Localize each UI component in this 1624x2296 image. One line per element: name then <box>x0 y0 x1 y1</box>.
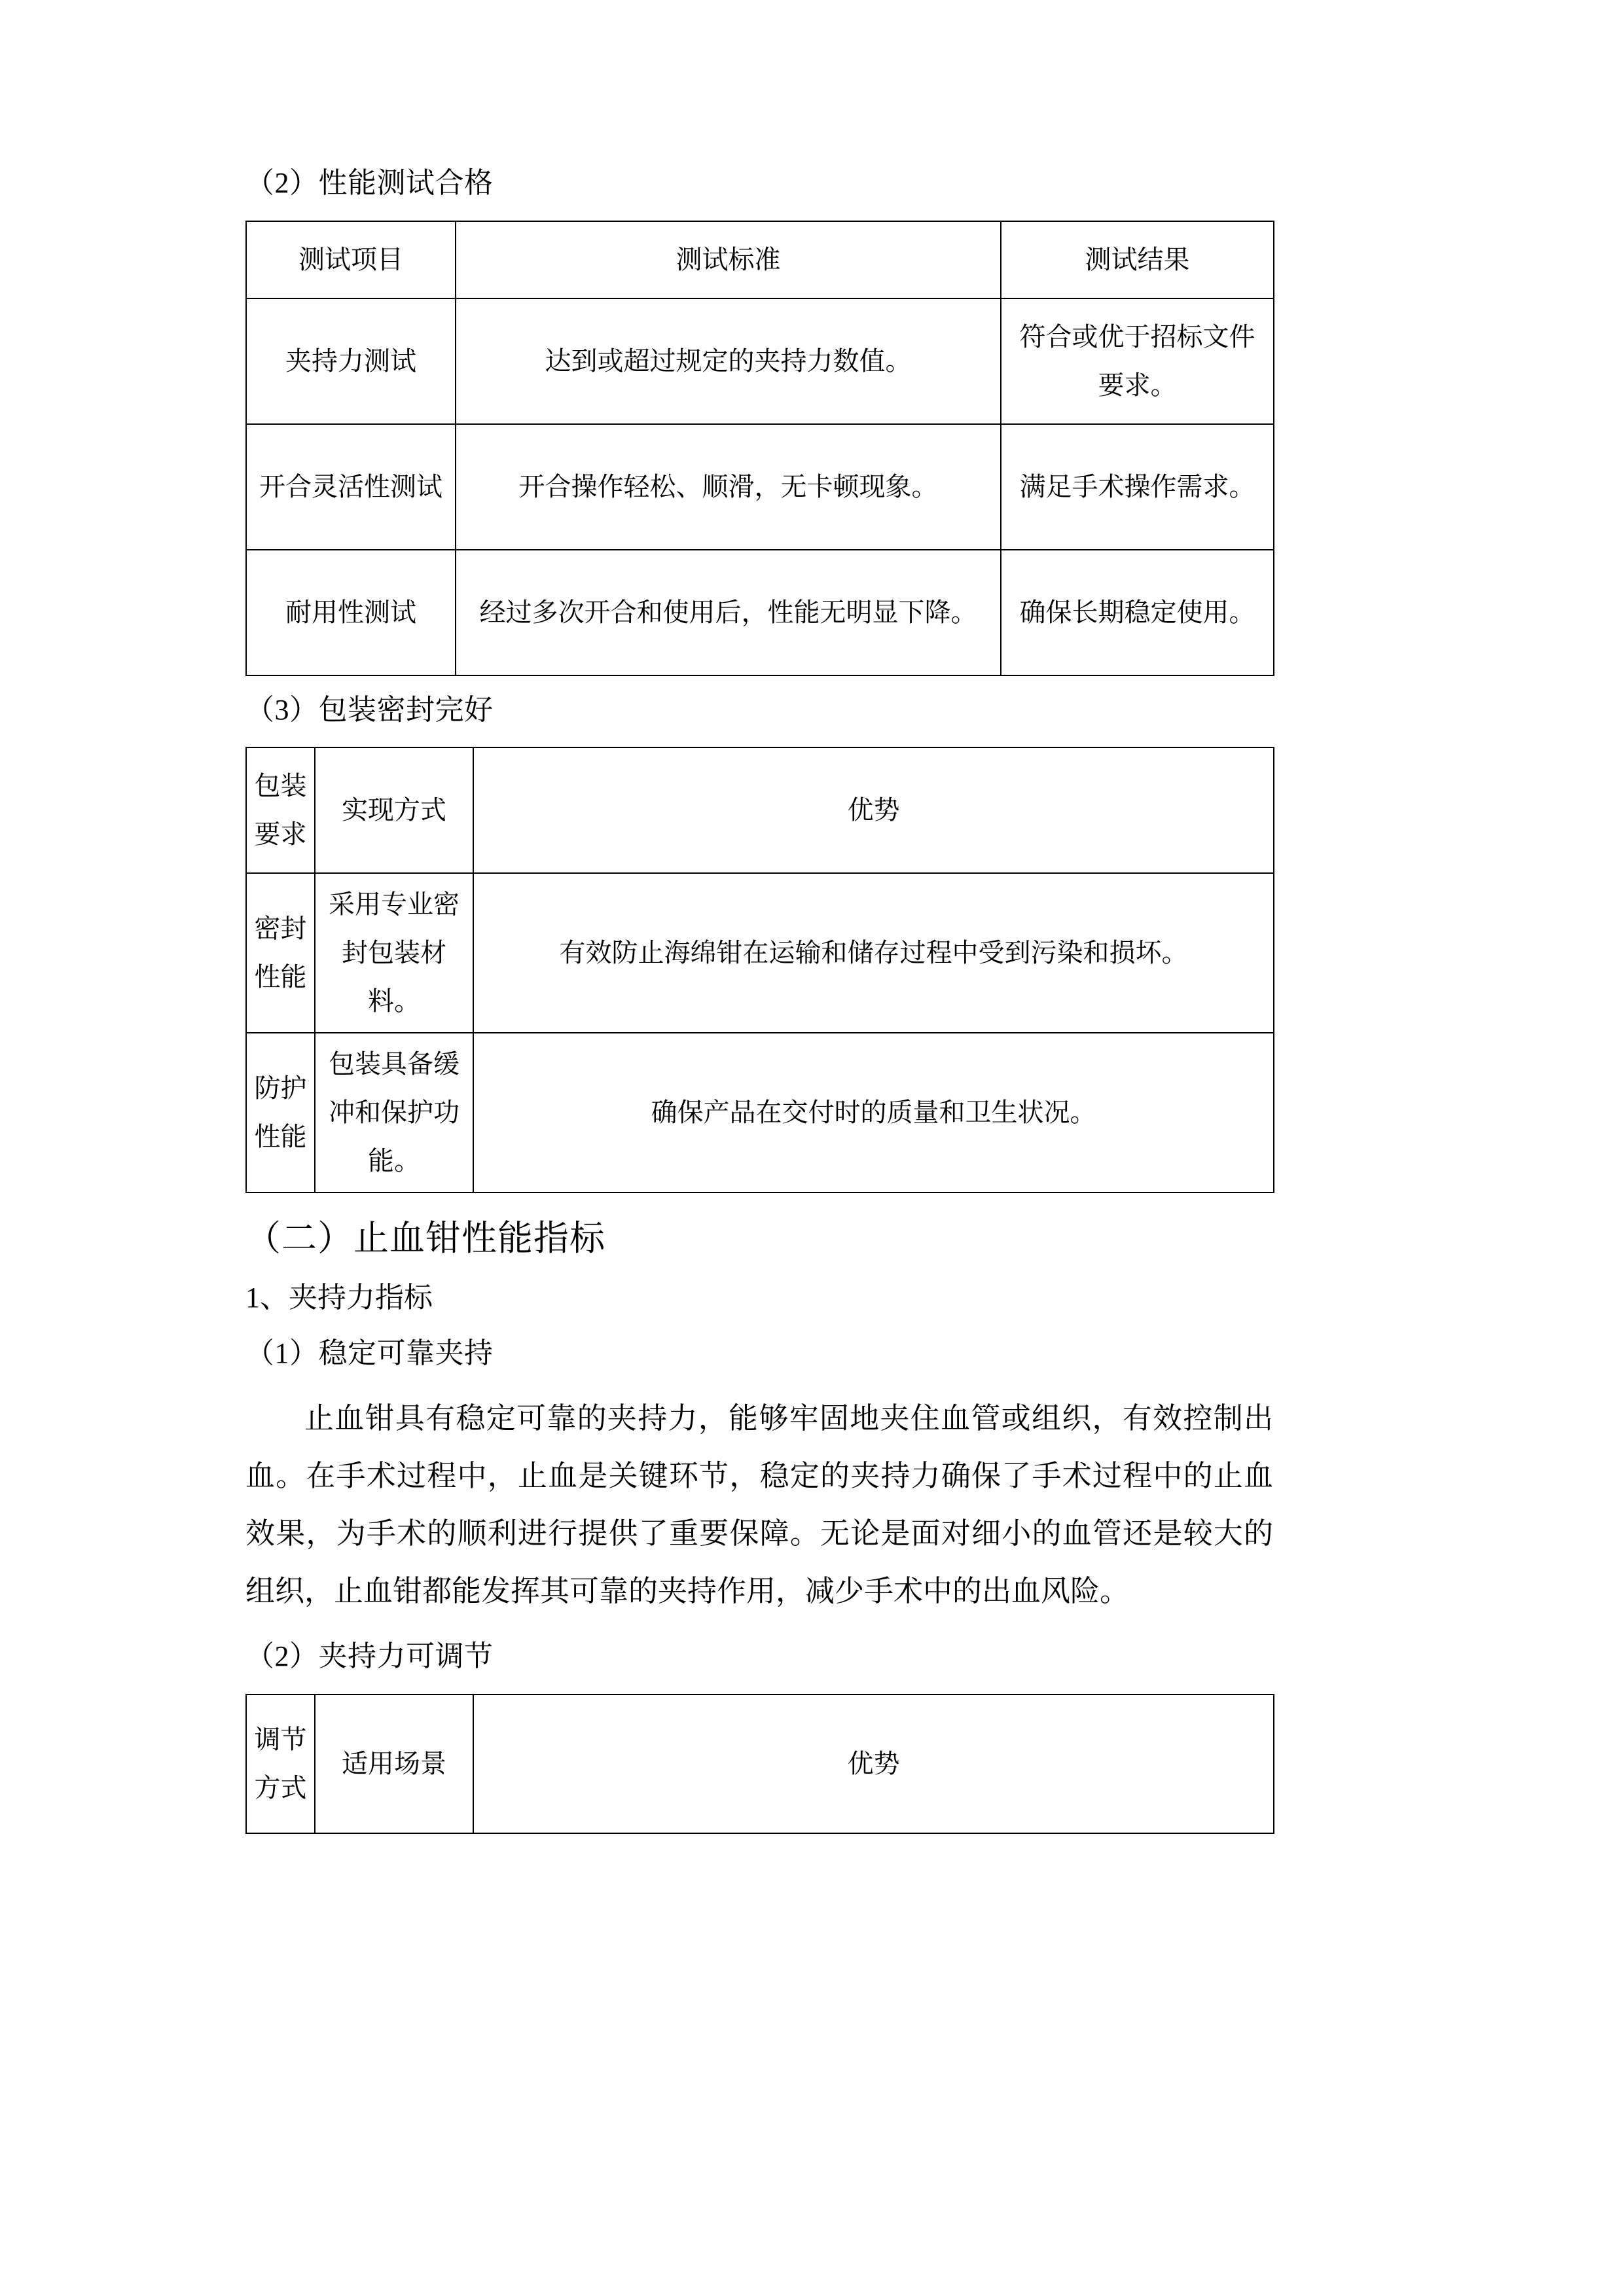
column-header-method: 实现方式 <box>315 747 473 873</box>
table-header-row <box>246 221 1274 298</box>
cell-test-result: 确保长期稳定使用。 <box>1001 550 1274 675</box>
table-header-row <box>246 1695 1274 1833</box>
column-header-test-standard: 测试标准 <box>456 221 1001 298</box>
table-row <box>246 550 1274 675</box>
cell-test-standard: 经过多次开合和使用后，性能无明显下降。 <box>456 550 1001 675</box>
cell-test-result: 符合或优于招标文件要求。 <box>1001 298 1274 424</box>
cell-package-requirement: 密封性能 <box>246 873 315 1033</box>
table-row <box>246 298 1274 424</box>
cell-test-item: 耐用性测试 <box>246 550 456 675</box>
cell-test-result: 满足手术操作需求。 <box>1001 424 1274 550</box>
column-header-adjust-method: 调节方式 <box>246 1695 315 1833</box>
column-header-advantage: 优势 <box>473 1695 1274 1833</box>
body-paragraph: 止血钳具有稳定可靠的夹持力，能够牢固地夹住血管或组织，有效控制出血。在手术过程中，止血是关键环节，稳定的夹持力确保了手术过程中的止血效果，为手术的顺利进行提供了重要保障。无论是面对细小的血管还是较大的组织，止血钳都能发挥其可靠的夹持作用，减少手术中的出血风险。 <box>245 1402 1273 1607</box>
section-heading-package-seal: （3）包装密封完好 <box>245 693 494 726</box>
table-row <box>246 873 1274 1033</box>
table-header-row <box>246 747 1274 873</box>
sub-heading-adjustable-clamping: （2）夹持力可调节 <box>245 1640 494 1673</box>
table-clamping-adjust <box>245 1694 1274 1834</box>
cell-test-item: 夹持力测试 <box>246 298 456 424</box>
column-header-use-case: 适用场景 <box>315 1695 473 1833</box>
cell-test-standard: 达到或超过规定的夹持力数值。 <box>456 298 1001 424</box>
page-content <box>245 164 1273 1834</box>
cell-test-item: 开合灵活性测试 <box>246 424 456 550</box>
cell-method: 包装具备缓冲和保护功能。 <box>315 1033 473 1193</box>
column-header-test-result: 测试结果 <box>1001 221 1274 298</box>
column-header-test-item: 测试项目 <box>246 221 456 298</box>
cell-method: 采用专业密封包装材料。 <box>315 873 473 1033</box>
cell-advantage: 确保产品在交付时的质量和卫生状况。 <box>473 1033 1274 1193</box>
column-header-package-requirement: 包装要求 <box>246 747 315 873</box>
table-performance-test <box>245 221 1274 676</box>
cell-advantage: 有效防止海绵钳在运输和储存过程中受到污染和损坏。 <box>473 873 1274 1033</box>
table-packaging <box>245 747 1274 1193</box>
table-row <box>246 424 1274 550</box>
column-header-advantage: 优势 <box>473 747 1274 873</box>
numbered-heading-clamping-force: 1、夹持力指标 <box>245 1282 433 1314</box>
cell-package-requirement: 防护性能 <box>246 1033 315 1193</box>
table-row <box>246 1033 1274 1193</box>
section-heading-performance-test: （2）性能测试合格 <box>245 167 494 199</box>
sub-heading-stable-clamping: （1）稳定可靠夹持 <box>245 1336 494 1369</box>
cell-test-standard: 开合操作轻松、顺滑，无卡顿现象。 <box>456 424 1001 550</box>
page-title: （二）止血钳性能指标 <box>245 1219 605 1259</box>
